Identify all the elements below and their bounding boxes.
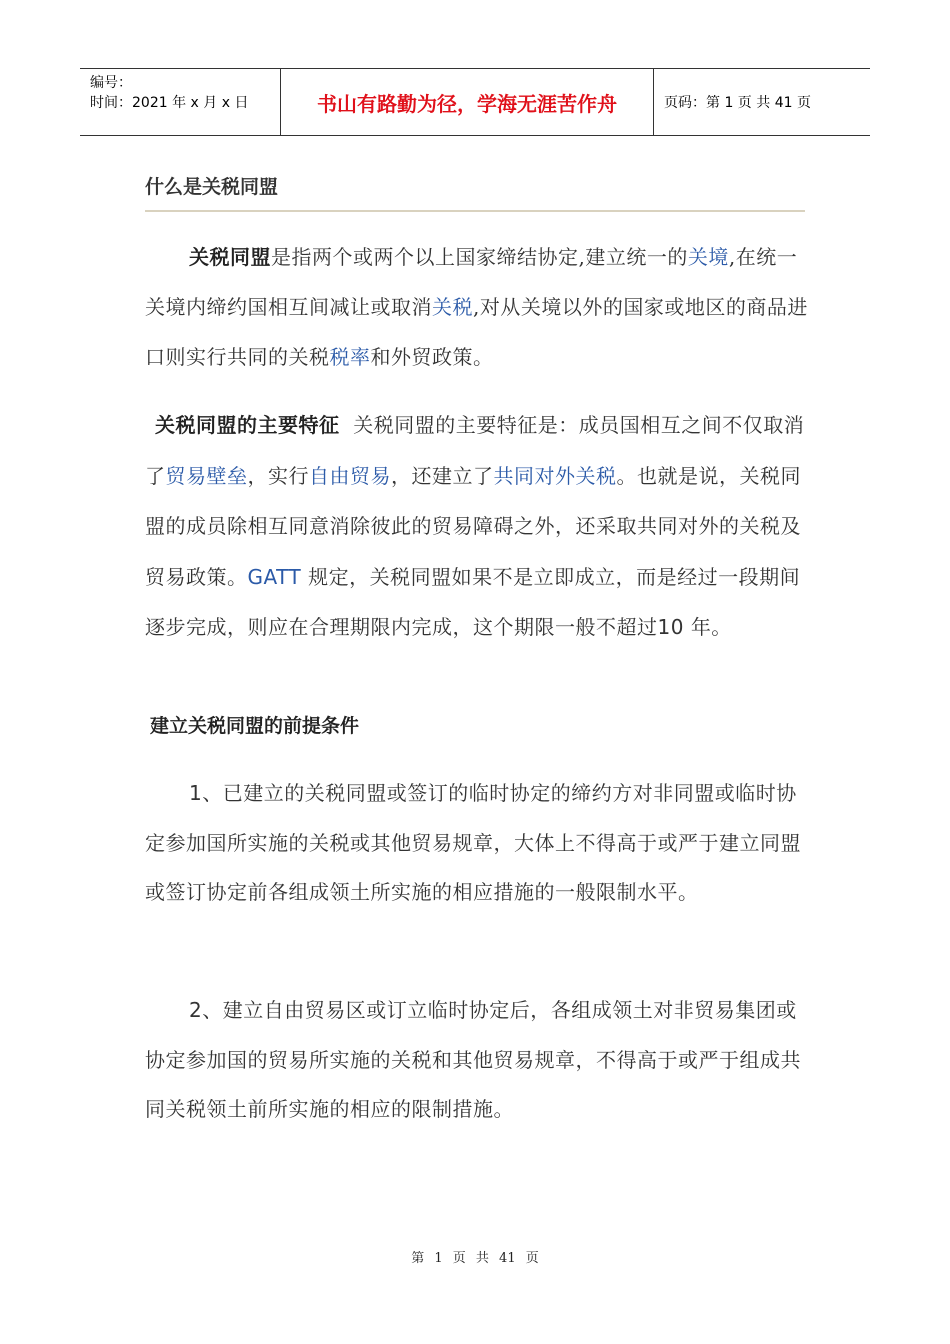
link-tariff[interactable]: 关税 bbox=[432, 295, 473, 319]
section-heading: 建立关税同盟的前提条件 bbox=[150, 715, 360, 737]
number: 10 bbox=[657, 615, 684, 639]
text: 和外贸政策。 bbox=[370, 345, 494, 369]
link-free-trade[interactable]: 自由贸易 bbox=[309, 463, 391, 488]
page-footer: 第 1 页 共 41 页 bbox=[411, 1251, 539, 1266]
header-meta bbox=[80, 69, 281, 135]
text: 关税同盟的主要特征是：成员国相互之间不仅取消了 bbox=[145, 413, 805, 488]
header-date: 时间：2021 年 x 月 x 日 bbox=[90, 95, 249, 111]
link-trade-barriers[interactable]: 贸易壁垒 bbox=[165, 463, 248, 488]
text: ,在统一关境内缔约国相互间减让或取消 bbox=[145, 245, 798, 319]
link-common-external-tariff[interactable]: 共同对外关税 bbox=[493, 463, 617, 488]
text: 年。 bbox=[690, 615, 732, 639]
header-page-number: 页码：第 1 页 共 41 页 bbox=[664, 95, 811, 111]
link-gatt[interactable]: GATT bbox=[247, 564, 302, 589]
title-divider bbox=[145, 210, 805, 212]
text: 是指两个或两个以上国家缔结协定,建立统一的 bbox=[271, 245, 688, 269]
list-item bbox=[145, 769, 810, 918]
item-number: 2 bbox=[189, 998, 203, 1022]
text: ,对从关境以外的国家或地区的商品进口则实行共同的关税 bbox=[145, 295, 808, 369]
header-motto: 书山有路勤为径，学海无涯苦作舟 bbox=[281, 69, 654, 135]
link-customs-territory[interactable]: 关境 bbox=[687, 245, 729, 269]
text: 。也就是说，关税同盟的成员除相互同意消除彼此的贸易障碍之外，还采取共同对外的关税及贸易政策。 bbox=[145, 463, 801, 589]
text: 规定，关税同盟如果不是立即成立，而是经过一段期间逐步完成，则应在合理期限内完成，这个期限一般不超过 bbox=[145, 564, 801, 639]
list-item bbox=[145, 986, 810, 1135]
text: ，还建立了 bbox=[391, 463, 494, 488]
item-number: 1 bbox=[189, 781, 203, 805]
features-heading: 关税同盟的主要特征 bbox=[155, 413, 340, 437]
document-header bbox=[80, 68, 870, 136]
item-text: 、建立自由贸易区或订立临时协定后，各组成领土对非贸易集团或协定参加国的贸易所实施的关税和其他贸易规章，不得高于或严于组成共同关税领土前所实施的相应的限制措施。 bbox=[145, 998, 801, 1121]
page-title: 什么是关税同盟 bbox=[145, 176, 279, 198]
text: ，实行 bbox=[247, 463, 309, 488]
paragraph-features bbox=[145, 400, 810, 653]
header-number: 编号： bbox=[90, 75, 132, 91]
item-text: 、已建立的关税同盟或签订的临时协定的缔约方对非同盟或临时协定参加国所实施的关税或其他贸易规章，大体上不得高于或严于建立同盟或签订协定前各组成领土所实施的相应措施的一般限制水平。 bbox=[145, 781, 801, 904]
paragraph-definition bbox=[145, 232, 810, 382]
link-tax-rate[interactable]: 税率 bbox=[329, 345, 371, 369]
term-customs-union: 关税同盟 bbox=[189, 245, 271, 269]
